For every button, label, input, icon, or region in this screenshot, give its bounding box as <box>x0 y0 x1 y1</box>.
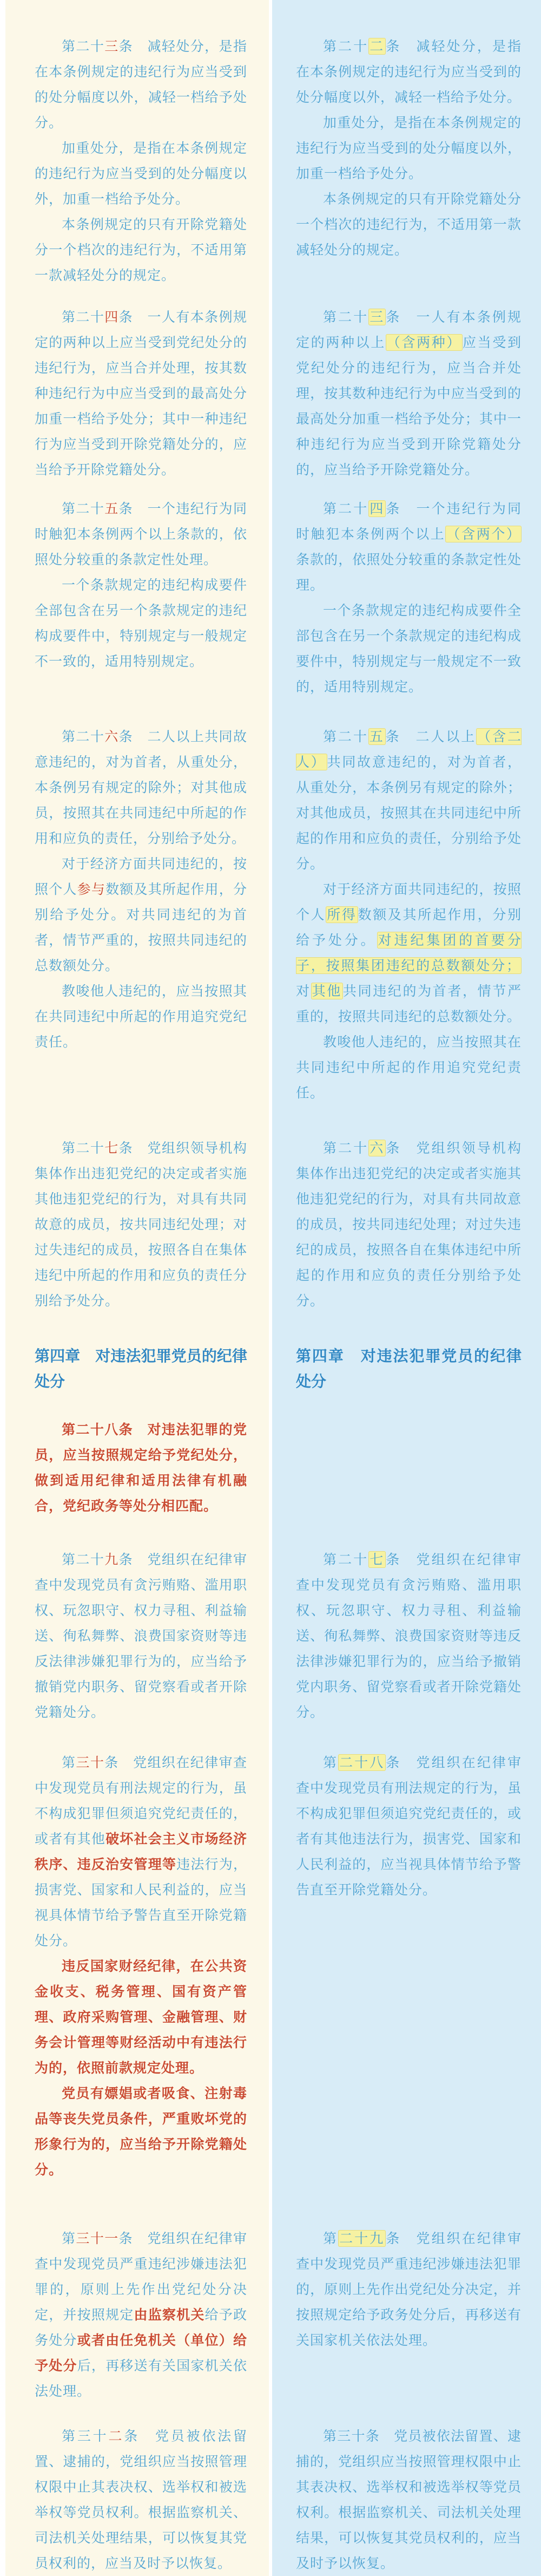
text-segment: 第三十 <box>62 2428 109 2444</box>
text-segment: 第二十 <box>62 1140 105 1156</box>
text-segment: 一个条款规定的违纪构成要件全部包含在另一个条款规定的违纪构成要件中，特别规定与一般规定不一致的，适用特别规定。 <box>296 603 522 695</box>
old-text-highlight: 二十八 <box>339 1755 385 1770</box>
text-segment: 条 减轻处分，是指在本条例规定的违纪行为应当受到的处分幅度以外，减轻一档给予处分。 <box>35 38 247 130</box>
text-segment: 第 <box>62 1755 76 1770</box>
old-version-cell <box>272 1547 541 1725</box>
comparison-row <box>0 34 541 288</box>
comparison-row <box>0 1750 541 2182</box>
article-paragraph <box>35 135 247 212</box>
comparison-row <box>0 1135 541 1313</box>
text-segment: 第 <box>323 1755 339 1770</box>
old-text-highlight: 其他 <box>312 983 342 999</box>
comparison-row <box>0 2423 541 2576</box>
comparison-row <box>0 1343 541 1394</box>
article-paragraph <box>35 212 247 288</box>
added-text-red-bold: 党员有嫖娼或者吸食、注射毒品等丧失党员条件，严重败坏党的形象行为的，应当给予开除党籍处分。 <box>35 2085 247 2178</box>
old-version-cell <box>272 1343 541 1394</box>
text-segment: 一个条款规定的违纪构成要件全部包含在另一个条款规定的违纪构成要件中，特别规定与一般规定不一致的，适用特别规定。 <box>35 577 247 669</box>
text-segment: 数额及其所起作用，分别给予处分。对共同违纪的为首者，情节严重的，按照共同违纪的总数额处分。 <box>35 881 247 973</box>
text-segment: 对 <box>296 983 311 999</box>
article-paragraph <box>35 1135 247 1313</box>
text-segment: 本条例规定的只有开除党籍处分一个档次的违纪行为，不适用第一款减轻处分的规定。 <box>35 217 247 283</box>
text-segment: 条 二人以上共同故意违纪的，对为首者，从重处分，本条例另有规定的除外；对其他成员，按照其在共同违纪中所起的作用和应负的责任，分别给予处分。 <box>35 729 247 846</box>
article-paragraph <box>296 34 522 110</box>
old-text-highlight: （含两个） <box>446 526 520 542</box>
new-version-cell <box>0 1750 272 2182</box>
text-segment: 第二十 <box>62 1552 105 1567</box>
changed-text-red: 九 <box>104 1552 119 1567</box>
old-text-highlight: 三 <box>370 309 385 325</box>
new-version-cell <box>0 1417 272 1519</box>
old-text-highlight: 五 <box>369 729 385 744</box>
article-paragraph <box>296 877 522 1029</box>
text-segment: 给予政务处分 <box>35 2307 247 2348</box>
text-segment: 条 党组织领导机构集体作出违犯党纪的决定或者实施其他违犯党纪的行为，对具有共同故意的成员，按共同违纪处理；对过失违纪的成员，按照各自在集体违纪中所起的作用和应负的责任分别给予处分。 <box>296 1140 522 1309</box>
old-text-highlight: 二十九 <box>339 2231 385 2246</box>
text-segment: 共同故意违纪的，对为首者，从重处分，本条例另有规定的除外；对其他成员，按照其在共同违纪中所起的作用和应负的责任，分别给予处分。 <box>296 754 522 872</box>
text-segment: 条 党组织在纪律审查中发现党员有刑法规定的行为，虽不构成犯罪但须追究党纪责任的，或者有其他 <box>35 1755 247 1847</box>
article-paragraph <box>35 34 247 135</box>
text-segment: 教唆他人违纪的，应当按照其在共同违纪中所起的作用追究党纪责任。 <box>35 983 247 1050</box>
text-segment: 条 二人以上 <box>385 729 477 744</box>
comparison-row <box>0 2226 541 2404</box>
text-segment: 第四章 对违法犯罪党员的纪律处分 <box>296 1347 522 1390</box>
article-paragraph <box>296 186 522 263</box>
article-paragraph <box>296 598 522 699</box>
article-paragraph <box>35 1547 247 1725</box>
old-text-highlight: 四 <box>370 501 385 516</box>
article-paragraph <box>35 2081 247 2182</box>
article-paragraph <box>296 2423 522 2576</box>
text-segment: 本条例规定的只有开除党籍处分一个档次的违纪行为，不适用第一款减轻处分的规定。 <box>296 191 522 258</box>
text-segment: 条 党组织在纪律审查中发现党员严重违纪涉嫌违法犯罪的，原则上先作出党纪处分决定，并按照规定给予政务处分后，再移送有关国家机关依法处理。 <box>296 2231 522 2348</box>
old-text-highlight: 所得 <box>327 907 357 923</box>
article-paragraph <box>296 110 522 186</box>
new-version-cell <box>0 34 272 288</box>
changed-text-red: 三十一 <box>76 2231 119 2246</box>
added-text-red-bold: 第二十八条 对违法犯罪的党员，应当按照规定给予党纪处分，做到适用纪律和适用法律有机融合，党纪政务等处分相匹配。 <box>35 1422 247 1514</box>
text-segment: 第二十 <box>62 501 105 516</box>
article-paragraph <box>296 1029 522 1106</box>
text-segment: 第四章 对违法犯罪党员的纪律处分 <box>35 1347 247 1390</box>
comparison-row <box>0 496 541 699</box>
new-version-cell <box>0 2423 272 2576</box>
new-version-cell <box>0 496 272 674</box>
text-segment: 数额及其所起作用，分别给予处分。 <box>296 907 522 948</box>
new-version-cell <box>0 304 272 482</box>
old-text-highlight: 七 <box>370 1552 385 1567</box>
old-version-cell <box>272 496 541 699</box>
article-paragraph <box>35 2423 247 2576</box>
old-version-cell <box>272 2423 541 2576</box>
old-version-cell <box>272 2226 541 2353</box>
article-paragraph <box>296 2226 522 2353</box>
old-version-cell <box>272 724 541 1106</box>
article-paragraph <box>296 1750 522 1902</box>
article-paragraph <box>35 851 247 978</box>
text-segment: 条 一人有本条例规定的两种以上应当受到党纪处分的违纪行为，应当合并处理，按其数种违纪行为中应当受到的最高处分加重一档给予处分；其中一种违纪行为应当受到开除党籍处分的，应当给予开除党籍处分。 <box>35 309 247 478</box>
comparison-row <box>0 1417 541 1519</box>
text-segment: 条 一人有本条例规定的两种以上 <box>296 309 522 350</box>
old-text-highlight: （含两种） <box>386 335 462 350</box>
article-paragraph <box>35 978 247 1055</box>
text-segment: 第二十 <box>323 1140 369 1156</box>
changed-text-red: 三十 <box>76 1755 105 1770</box>
text-segment: 条 党组织领导机构集体作出违犯党纪的决定或者实施其他违犯党纪的行为，对具有共同故意的成员，按共同违纪处理；对过失违纪的成员，按照各自在集体违纪中所起的作用和应负的责任分别给予处分。 <box>35 1140 247 1309</box>
old-version-cell <box>272 1750 541 1902</box>
changed-text-red: 三 <box>104 38 119 54</box>
comparison-row <box>0 1547 541 1725</box>
chapter-heading <box>296 1343 522 1394</box>
old-version-cell <box>272 304 541 482</box>
text-segment: 加重处分，是指在本条例规定的违纪行为应当受到的处分幅度以外，加重一档给予处分。 <box>296 115 522 181</box>
new-version-cell <box>0 1343 272 1394</box>
changed-text-red: 四 <box>104 309 119 325</box>
article-paragraph <box>35 1953 247 2081</box>
text-segment: 第二十 <box>62 309 105 325</box>
article-paragraph <box>35 1417 247 1519</box>
article-paragraph <box>296 304 522 482</box>
article-paragraph <box>35 572 247 674</box>
text-segment: 第二十 <box>323 309 369 325</box>
text-segment: 教唆他人违纪的，应当按照其在共同违纪中所起的作用追究党纪责任。 <box>296 1034 522 1101</box>
article-paragraph <box>296 496 522 598</box>
old-text-highlight: 二 <box>370 38 385 54</box>
text-segment: 共同违纪的为首者，情节严重的，按照共同违纪的总数额处分。 <box>296 983 522 1024</box>
text-segment: 条 党组织在纪律审查中发现党员严重违纪涉嫌违法犯罪的，原则上先作出党纪处分决定，并按照规定 <box>35 2231 247 2323</box>
text-segment: 第二十 <box>323 501 369 516</box>
changed-text-red: 二 <box>108 2428 124 2444</box>
text-segment: 应当受到党纪处分的违纪行为，应当合并处理，按其数种违纪行为中应当受到的最高处分加重一档给予处分；其中一种违纪行为应当受到开除党籍处分的，应当给予开除党籍处分。 <box>296 335 522 478</box>
text-segment: 条 一个违纪行为同时触犯本条例两个以上 <box>296 501 522 542</box>
new-version-cell <box>0 2226 272 2404</box>
chapter-heading <box>35 1343 247 1394</box>
added-text-red-bold: 破坏社会主义市场经济秩序、违反治安管理等 <box>35 1831 247 1872</box>
changed-text-red: 六 <box>104 729 119 744</box>
old-version-cell <box>272 34 541 263</box>
old-text-highlight: （含二人） <box>296 729 522 770</box>
text-segment: 第二十 <box>62 38 105 54</box>
text-segment: 第二十 <box>62 729 105 744</box>
text-segment: 第 <box>323 2231 339 2246</box>
old-version-cell <box>272 1135 541 1313</box>
text-segment: 第二十 <box>323 1552 369 1567</box>
article-paragraph <box>296 724 522 877</box>
text-segment: 条 减轻处分，是指在本条例规定的违纪行为应当受到的处分幅度以外，减轻一档给予处分。 <box>296 38 522 105</box>
text-segment: 违法行为，损害党、国家和人民利益的，应当视具体情节给予警告直至开除党籍处分。 <box>35 1856 247 1949</box>
text-segment: 对于经济方面共同违纪的，按照个人 <box>35 856 247 897</box>
text-segment: 加重处分，是指在本条例规定的违纪行为应当受到的处分幅度以外，加重一档给予处分。 <box>35 140 247 207</box>
new-version-cell <box>0 1547 272 1725</box>
added-text-red-bold: 由监察机关 <box>134 2307 205 2323</box>
article-paragraph <box>35 1750 247 1953</box>
added-text-red-bold: 或者由任免机关（单位）给予处分 <box>35 2332 247 2374</box>
added-text-red-bold: 违反国家财经纪律，在公共资金收支、税务管理、国有资产管理、政府采购管理、金融管理、财务会计管理等财经活动中有违法行为的，依照前款规定处理。 <box>35 1958 247 2076</box>
new-version-cell <box>0 1135 272 1313</box>
text-segment: 第二十 <box>323 38 369 54</box>
text-segment: 条 党员被依法留置、逮捕的，党组织应当按照管理权限中止其表决权、选举权和被选举权等党员权利。根据监察机关、司法机关处理结果，可以恢复其党员权利的，应当及时予以恢复。 <box>35 2428 247 2571</box>
text-segment: 条 党组织在纪律审查中发现党员有贪污贿赂、滥用职权、玩忽职守、权力寻租、利益输送、徇私舞弊、浪费国家资财等违反法律涉嫌犯罪行为的，应当给予撤销党内职务、留党察看或者开除党籍处分。 <box>296 1552 522 1720</box>
changed-text-red: 五 <box>104 501 119 516</box>
comparison-row <box>0 724 541 1106</box>
text-segment: 条 一个违纪行为同时触犯本条例两个以上条款的，依照处分较重的条款定性处理。 <box>35 501 247 567</box>
text-segment: 条 党组织在纪律审查中发现党员有刑法规定的行为，虽不构成犯罪但须追究党纪责任的，或者有其他违法行为，损害党、国家和人民利益的，应当视具体情节给予警告直至开除党籍处分。 <box>296 1755 522 1898</box>
text-segment: 第 <box>62 2231 76 2246</box>
article-paragraph <box>296 1135 522 1313</box>
changed-text-red: 七 <box>104 1140 119 1156</box>
article-paragraph <box>35 2226 247 2404</box>
article-paragraph <box>35 724 247 851</box>
old-text-highlight: 六 <box>370 1140 385 1156</box>
comparison-row <box>0 304 541 482</box>
text-segment: 条 党组织在纪律审查中发现党员有贪污贿赂、滥用职权、玩忽职守、权力寻租、利益输送、徇私舞弊、浪费国家资财等违反法律涉嫌犯罪行为的，应当给予撤销党内职务、留党察看或者开除党籍处分。 <box>35 1552 247 1720</box>
article-paragraph <box>35 496 247 572</box>
new-version-cell <box>0 724 272 1055</box>
text-segment: 条款的，依照处分较重的条款定性处理。 <box>296 552 522 593</box>
article-paragraph <box>35 304 247 482</box>
text-segment: 第二十 <box>323 729 368 744</box>
changed-text-red: 参与 <box>77 881 106 897</box>
text-segment: 后，再移送有关国家机关依法处理。 <box>35 2358 247 2399</box>
text-segment: 对于经济方面共同违纪的，按照个人 <box>296 881 522 923</box>
text-segment: 第三十条 党员被依法留置、逮捕的，党组织应当按照管理权限中止其表决权、选举权和被选举权等党员权利。根据监察机关、司法机关处理结果，可以恢复其党员权利的，应当及时予以恢复。 <box>296 2428 522 2571</box>
old-text-highlight: 对违纪集团的首要分子，按照集团违纪的总数额处分； <box>296 932 522 973</box>
article-paragraph <box>296 1547 522 1725</box>
